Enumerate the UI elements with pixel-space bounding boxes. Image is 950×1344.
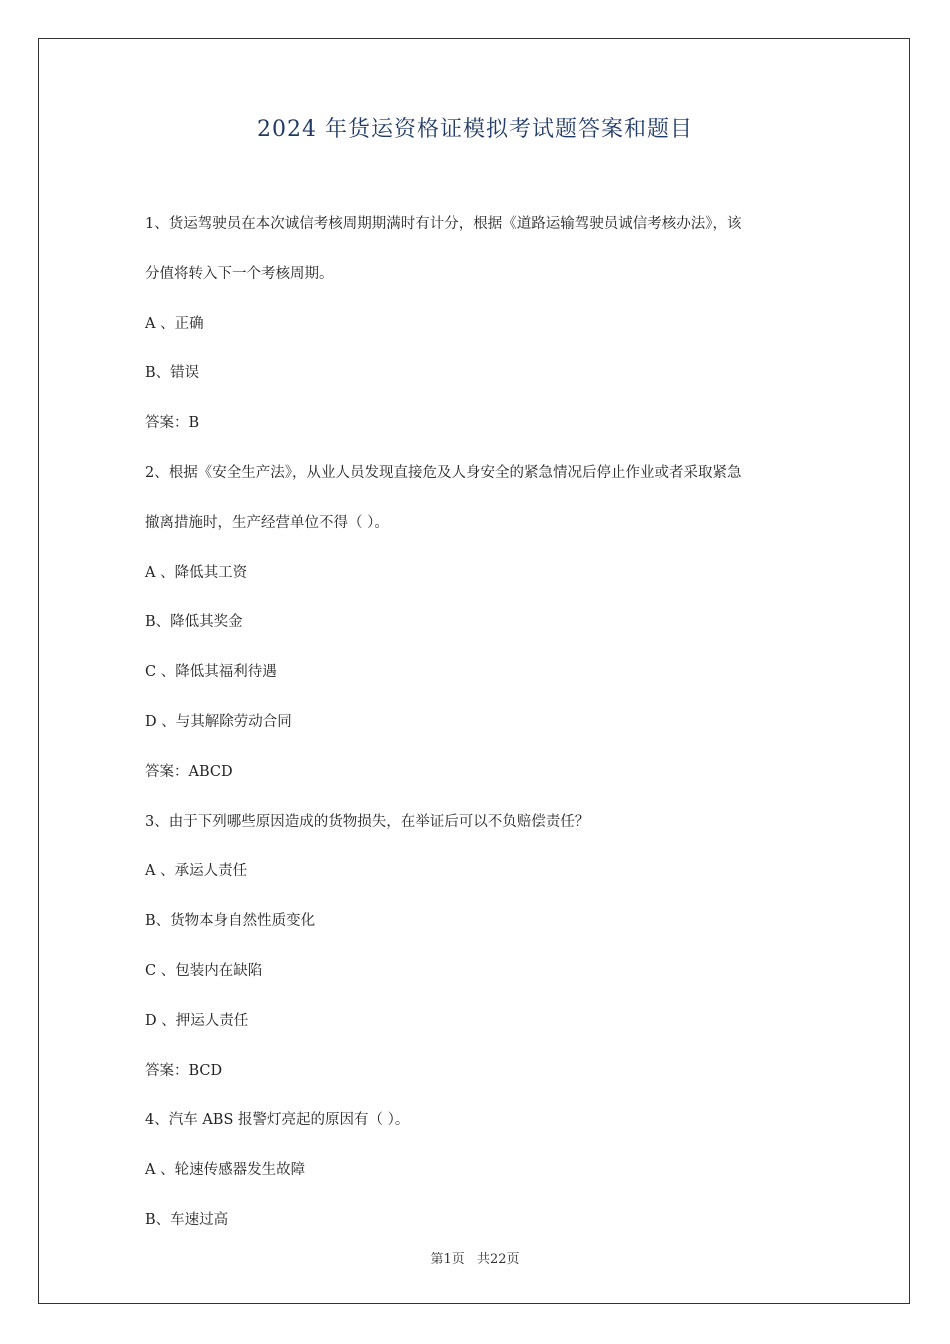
question-list (145, 200, 810, 1246)
page-total: 共22页 (476, 1252, 520, 1267)
page-number: 第1页 (430, 1252, 465, 1267)
question-stem-line: 分值将转入下一个考核周期。 (145, 265, 334, 282)
option-a: A 、降低其工资 (145, 564, 248, 581)
question-1 (145, 200, 810, 449)
option-b: B、货物本身自然性质变化 (145, 913, 316, 930)
question-stem-line: 3、由于下列哪些原因造成的货物损失，在举证后可以不负赔偿责任？ (145, 813, 590, 830)
question-2 (145, 449, 810, 798)
option-a: A 、承运人责任 (145, 863, 248, 880)
page-footer (0, 1248, 950, 1267)
question-stem-line: 4、汽车 ABS 报警灯亮起的原因有（ ）。 (145, 1112, 410, 1129)
option-b: B、车速过高 (145, 1211, 229, 1228)
question-3 (145, 798, 810, 1097)
option-c: C 、降低其福利待遇 (145, 664, 277, 681)
question-stem-line: 2、根据《安全生产法》，从业人员发现直接危及人身安全的紧急情况后停止作业或者采取紧急 (145, 464, 742, 481)
answer: 答案：BCD (145, 1062, 223, 1079)
question-stem-line: 1、货运驾驶员在本次诚信考核周期期满时有计分，根据《道路运输驾驶员诚信考核办法》，该 (145, 216, 742, 232)
option-c: C 、包装内在缺陷 (145, 962, 263, 979)
option-a: A 、轮速传感器发生故障 (145, 1162, 306, 1179)
option-d: D 、与其解除劳动合同 (145, 713, 292, 730)
option-b: B、降低其奖金 (145, 614, 243, 631)
option-d: D 、押运人责任 (145, 1012, 249, 1029)
document-title: 2024 年货运资格证模拟考试题答案和题目 (257, 117, 693, 142)
answer: 答案：ABCD (145, 763, 233, 780)
question-stem-line: 撤离措施时，生产经营单位不得（ ）。 (145, 514, 389, 531)
option-b: B、错误 (145, 365, 200, 382)
question-4 (145, 1096, 810, 1245)
answer: 答案：B (145, 415, 200, 432)
option-a: A 、正确 (145, 315, 204, 332)
